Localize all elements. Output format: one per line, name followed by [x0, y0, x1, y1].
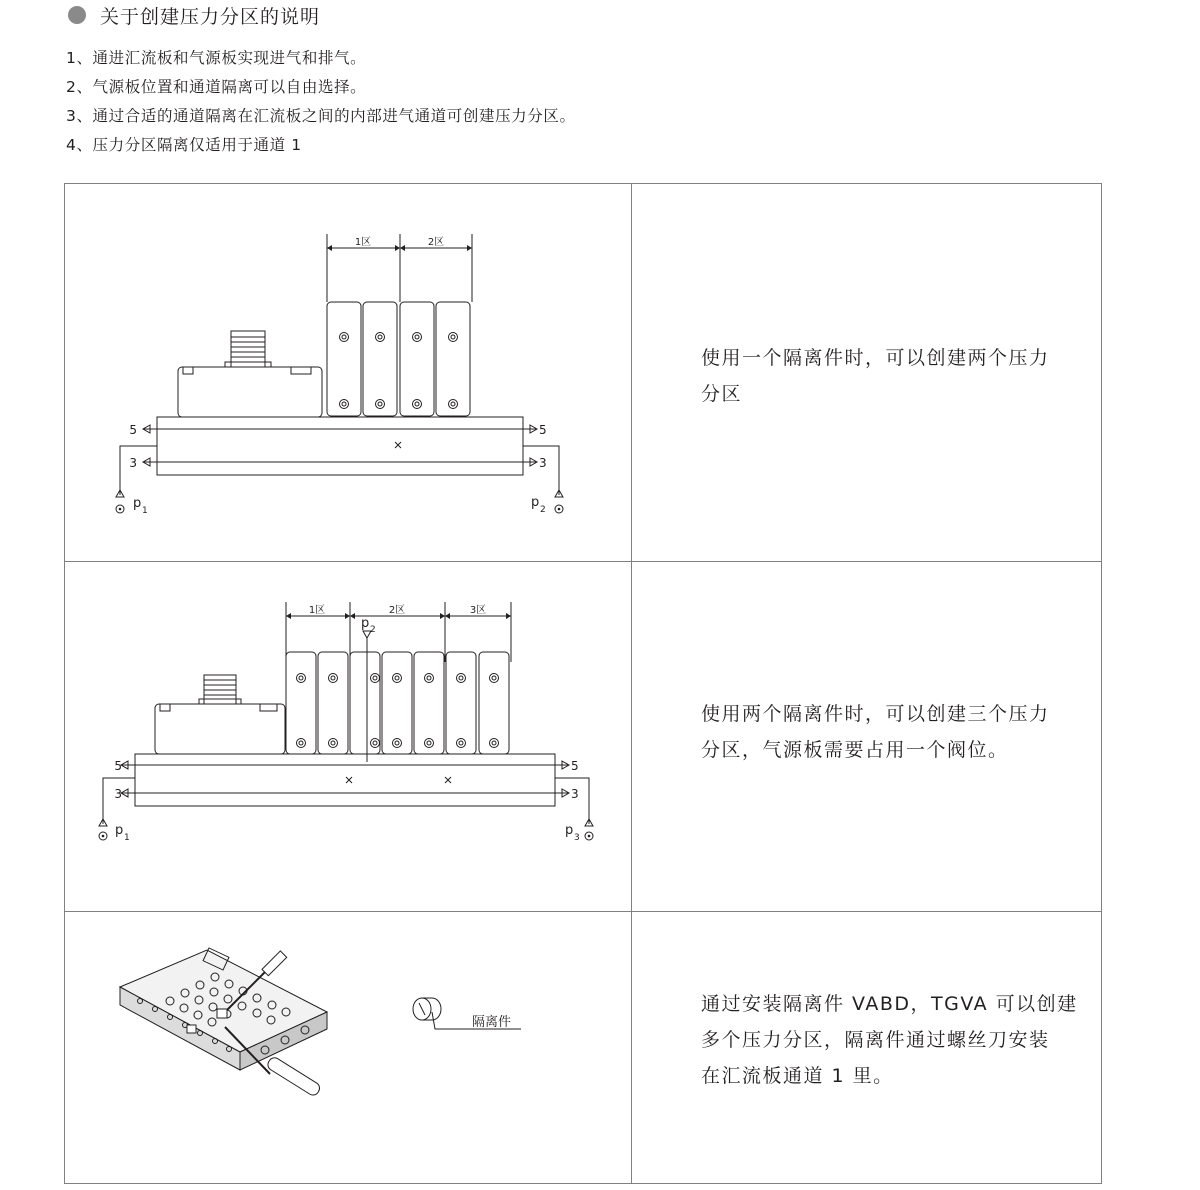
- note-item: 3、通过合适的通道隔离在汇流板之间的内部进气通道可创建压力分区。: [66, 107, 576, 125]
- pressure-label: p: [531, 495, 540, 510]
- manifold-body: [157, 417, 523, 475]
- explanation-table: [64, 183, 1102, 1184]
- isolator-mark: [346, 777, 352, 783]
- isolator-icon: [413, 998, 441, 1020]
- pressure-source-dot: [558, 508, 561, 511]
- valve: [327, 302, 361, 416]
- section-header: [68, 2, 320, 28]
- zone-label: 2区: [427, 237, 445, 248]
- supply-line: [523, 446, 559, 495]
- manifold-body: [135, 754, 555, 806]
- zone-label: 2区: [388, 605, 406, 616]
- zone-label: 3区: [469, 605, 487, 616]
- valve: [479, 652, 509, 754]
- isolator-part: [187, 1025, 196, 1033]
- port-label: 3: [539, 456, 547, 470]
- valve-supply-slot: [350, 652, 380, 754]
- pressure-subscript: 1: [142, 506, 148, 516]
- section-title: 关于创建压力分区的说明: [100, 5, 321, 28]
- valve: [286, 652, 316, 754]
- isolator-part: [217, 1009, 227, 1018]
- description-line: 在汇流板通道 1 里。: [701, 1065, 894, 1087]
- port-arrow: [555, 761, 569, 769]
- port-label: 5: [114, 759, 122, 773]
- bullet-icon: [68, 6, 86, 24]
- row1-description: [701, 340, 1081, 412]
- note-item: 4、压力分区隔离仅适用于通道 1: [66, 136, 302, 154]
- pressure-source-dot: [102, 835, 105, 838]
- valve: [382, 652, 412, 754]
- zone-label: 1区: [308, 605, 326, 616]
- pressure-label: p: [565, 823, 574, 838]
- description-line: 多个压力分区，隔离件通过螺丝刀安装: [701, 1029, 1050, 1051]
- port-label: 5: [539, 423, 547, 437]
- pressure-label: p: [133, 496, 142, 511]
- port-arrow: [143, 425, 157, 433]
- row3-description: [701, 986, 1081, 1094]
- row2-description: [701, 696, 1081, 768]
- supply-line: [103, 778, 135, 824]
- port-arrow: [523, 458, 537, 466]
- diagram-isolator-install: [65, 912, 631, 1183]
- pressure-label: p: [361, 616, 370, 631]
- port-label: 5: [571, 759, 579, 773]
- port-label: 5: [129, 423, 137, 437]
- pressure-source-dot: [119, 508, 122, 511]
- valve: [446, 652, 476, 754]
- description-line: 使用一个隔离件时，可以创建两个压力: [701, 347, 1050, 369]
- connector-base: [199, 699, 241, 704]
- isolator-mark: [445, 777, 451, 783]
- note-item: 2、气源板位置和通道隔离可以自由选择。: [66, 78, 367, 96]
- pressure-subscript: 2: [370, 625, 376, 635]
- port-label: 3: [571, 787, 579, 801]
- pressure-label: p: [115, 823, 124, 838]
- valve: [414, 652, 444, 754]
- port-arrow: [121, 761, 135, 769]
- supply-line: [555, 778, 589, 824]
- connector-thread: [204, 680, 236, 695]
- screwdriver-handle: [262, 951, 287, 976]
- diagram1-svg: [65, 184, 631, 561]
- port-arrow: [523, 425, 537, 433]
- notes-list: [66, 44, 576, 160]
- valve: [400, 302, 434, 416]
- valve: [436, 302, 470, 416]
- zone-label: 1区: [354, 237, 372, 248]
- isolator-mark: [395, 442, 401, 448]
- diagram-three-zones: [65, 562, 631, 911]
- valve: [363, 302, 397, 416]
- port-arrow: [143, 458, 157, 466]
- description-line: 分区，气源板需要占用一个阀位。: [701, 739, 1009, 761]
- port-arrow: [121, 789, 135, 797]
- connector-thread: [231, 337, 265, 362]
- valve: [318, 652, 348, 754]
- port-label: 3: [129, 456, 137, 470]
- pressure-subscript: 3: [574, 833, 580, 843]
- connector-base: [225, 362, 271, 367]
- description-line: 分区: [701, 383, 743, 405]
- screwdriver-handle: [266, 1056, 322, 1098]
- diagram3-svg: [65, 912, 631, 1183]
- pressure-subscript: 2: [540, 505, 546, 515]
- supply-plate-detail: [183, 367, 311, 374]
- isolator-label: 隔离件: [472, 1015, 512, 1030]
- diagram2-svg: [65, 562, 631, 911]
- supply-plate-detail: [160, 704, 277, 711]
- pressure-source-dot: [588, 835, 591, 838]
- description-line: 使用两个隔离件时，可以创建三个压力: [701, 703, 1050, 725]
- note-item: 1、通进汇流板和气源板实现进气和排气。: [66, 49, 367, 67]
- column-divider: [631, 184, 632, 1183]
- supply-line: [120, 446, 157, 495]
- port-label: 3: [114, 787, 122, 801]
- description-line: 通过安装隔离件 VABD，TGVA 可以创建: [701, 993, 1078, 1015]
- port-arrow: [555, 789, 569, 797]
- diagram-two-zones: [65, 184, 631, 561]
- pressure-subscript: 1: [124, 833, 130, 843]
